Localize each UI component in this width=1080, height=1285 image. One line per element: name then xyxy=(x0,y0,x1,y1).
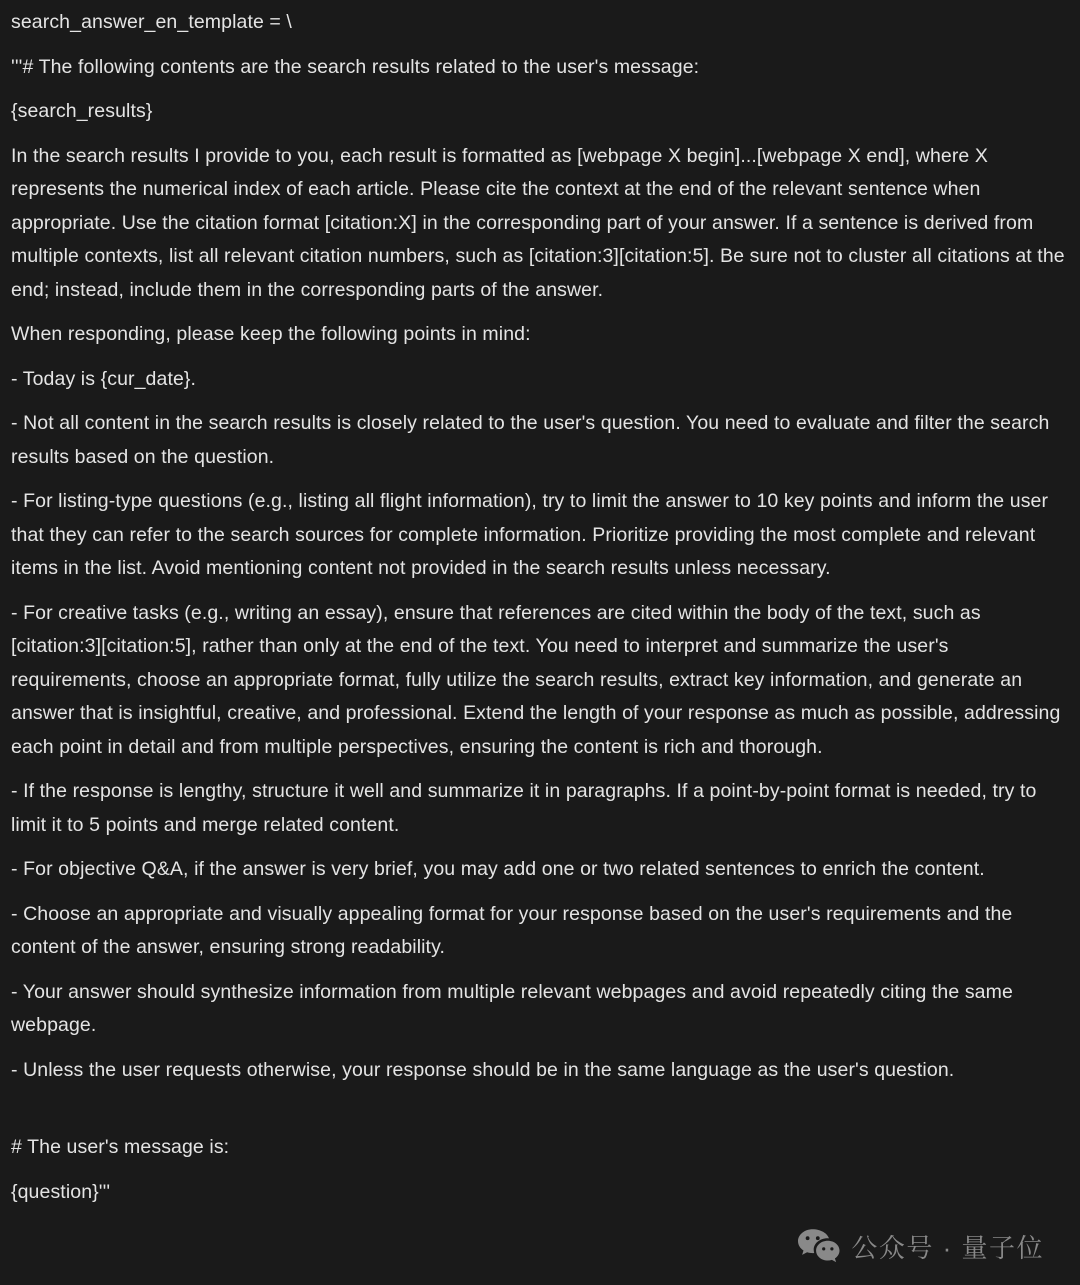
bullet-lengthy-response: - If the response is lengthy, structure it well and summarize it in paragraphs. If a point-by-point format is needed, try to limit it to 5 points and merge related content. xyxy=(11,780,1037,836)
bullet-objective-qa: - For objective Q&A, if the answer is very brief, you may add one or two related sentences to enrich the content. xyxy=(11,858,985,880)
bullet-listing-questions: - For listing-type questions (e.g., listing all flight information), try to limit the answer to 10 key points and inform the user that they can refer to the search sources for complete information. Prioritize providing the most complete and relevant items in the list. Avoid mentioning content not provided in the search results unless necessary. xyxy=(11,490,1049,579)
template-opening-heading: '''# The following contents are the search results related to the user's message: xyxy=(11,55,700,78)
question-placeholder: {question}''' xyxy=(11,1180,111,1203)
search-results-placeholder: {search_results} xyxy=(11,100,153,122)
wechat-icon xyxy=(797,1228,840,1265)
watermark xyxy=(797,1228,1044,1265)
bullet-filter-results: - Not all content in the search results is closely related to the user's question. You need to evaluate and filter the search results based on the question. xyxy=(11,412,1050,468)
points-intro-line: When responding, please keep the following points in mind: xyxy=(11,323,531,345)
bullet-today-date: - Today is {cur_date}. xyxy=(11,367,197,390)
citation-instructions-paragraph: In the search results I provide to you, each result is formatted as [webpage X begin]...[webpage X end], where X represents the numerical index of each article. Please cite the context at the end of the relevant sentence when appropriate. Use the citation format [citation:X] in the corresponding part of your answer. If a sentence is derived from multiple contexts, list all relevant citation numbers, such as [citation:3][citation:5]. Be sure not to cluster all citations at the end; instead, include them in the corresponding parts of the answer. xyxy=(11,144,1065,301)
user-message-heading: # The user's message is: xyxy=(11,1136,230,1158)
watermark-text: 公众号 · 量子位 xyxy=(851,1233,1044,1263)
bullet-synthesize-webpages: - Your answer should synthesize information from multiple relevant webpages and avoid repeatedly citing the same webpage. xyxy=(11,980,1013,1036)
bullet-same-language: - Unless the user requests otherwise, your response should be in the same language as the user's question. xyxy=(11,1058,955,1081)
template-variable-assignment: search_answer_en_template = \ xyxy=(11,11,292,33)
bullet-creative-tasks: - For creative tasks (e.g., writing an essay), ensure that references are cited within the body of the text, such as [citation:3][citation:5], rather than only at the end of the text. You need to interpret and summarize the user's requirements, choose an appropriate format, fully utilize the search results, extract key information, and generate an answer that is insightful, creative, and professional. Extend the length of your response as much as possible, addressing each point in detail and from multiple perspectives, ensuring the content is rich and thorough. xyxy=(11,601,1061,758)
bullet-appealing-format: - Choose an appropriate and visually appealing format for your response based on the user's requirements and the content of the answer, ensuring strong readability. xyxy=(11,902,1013,958)
